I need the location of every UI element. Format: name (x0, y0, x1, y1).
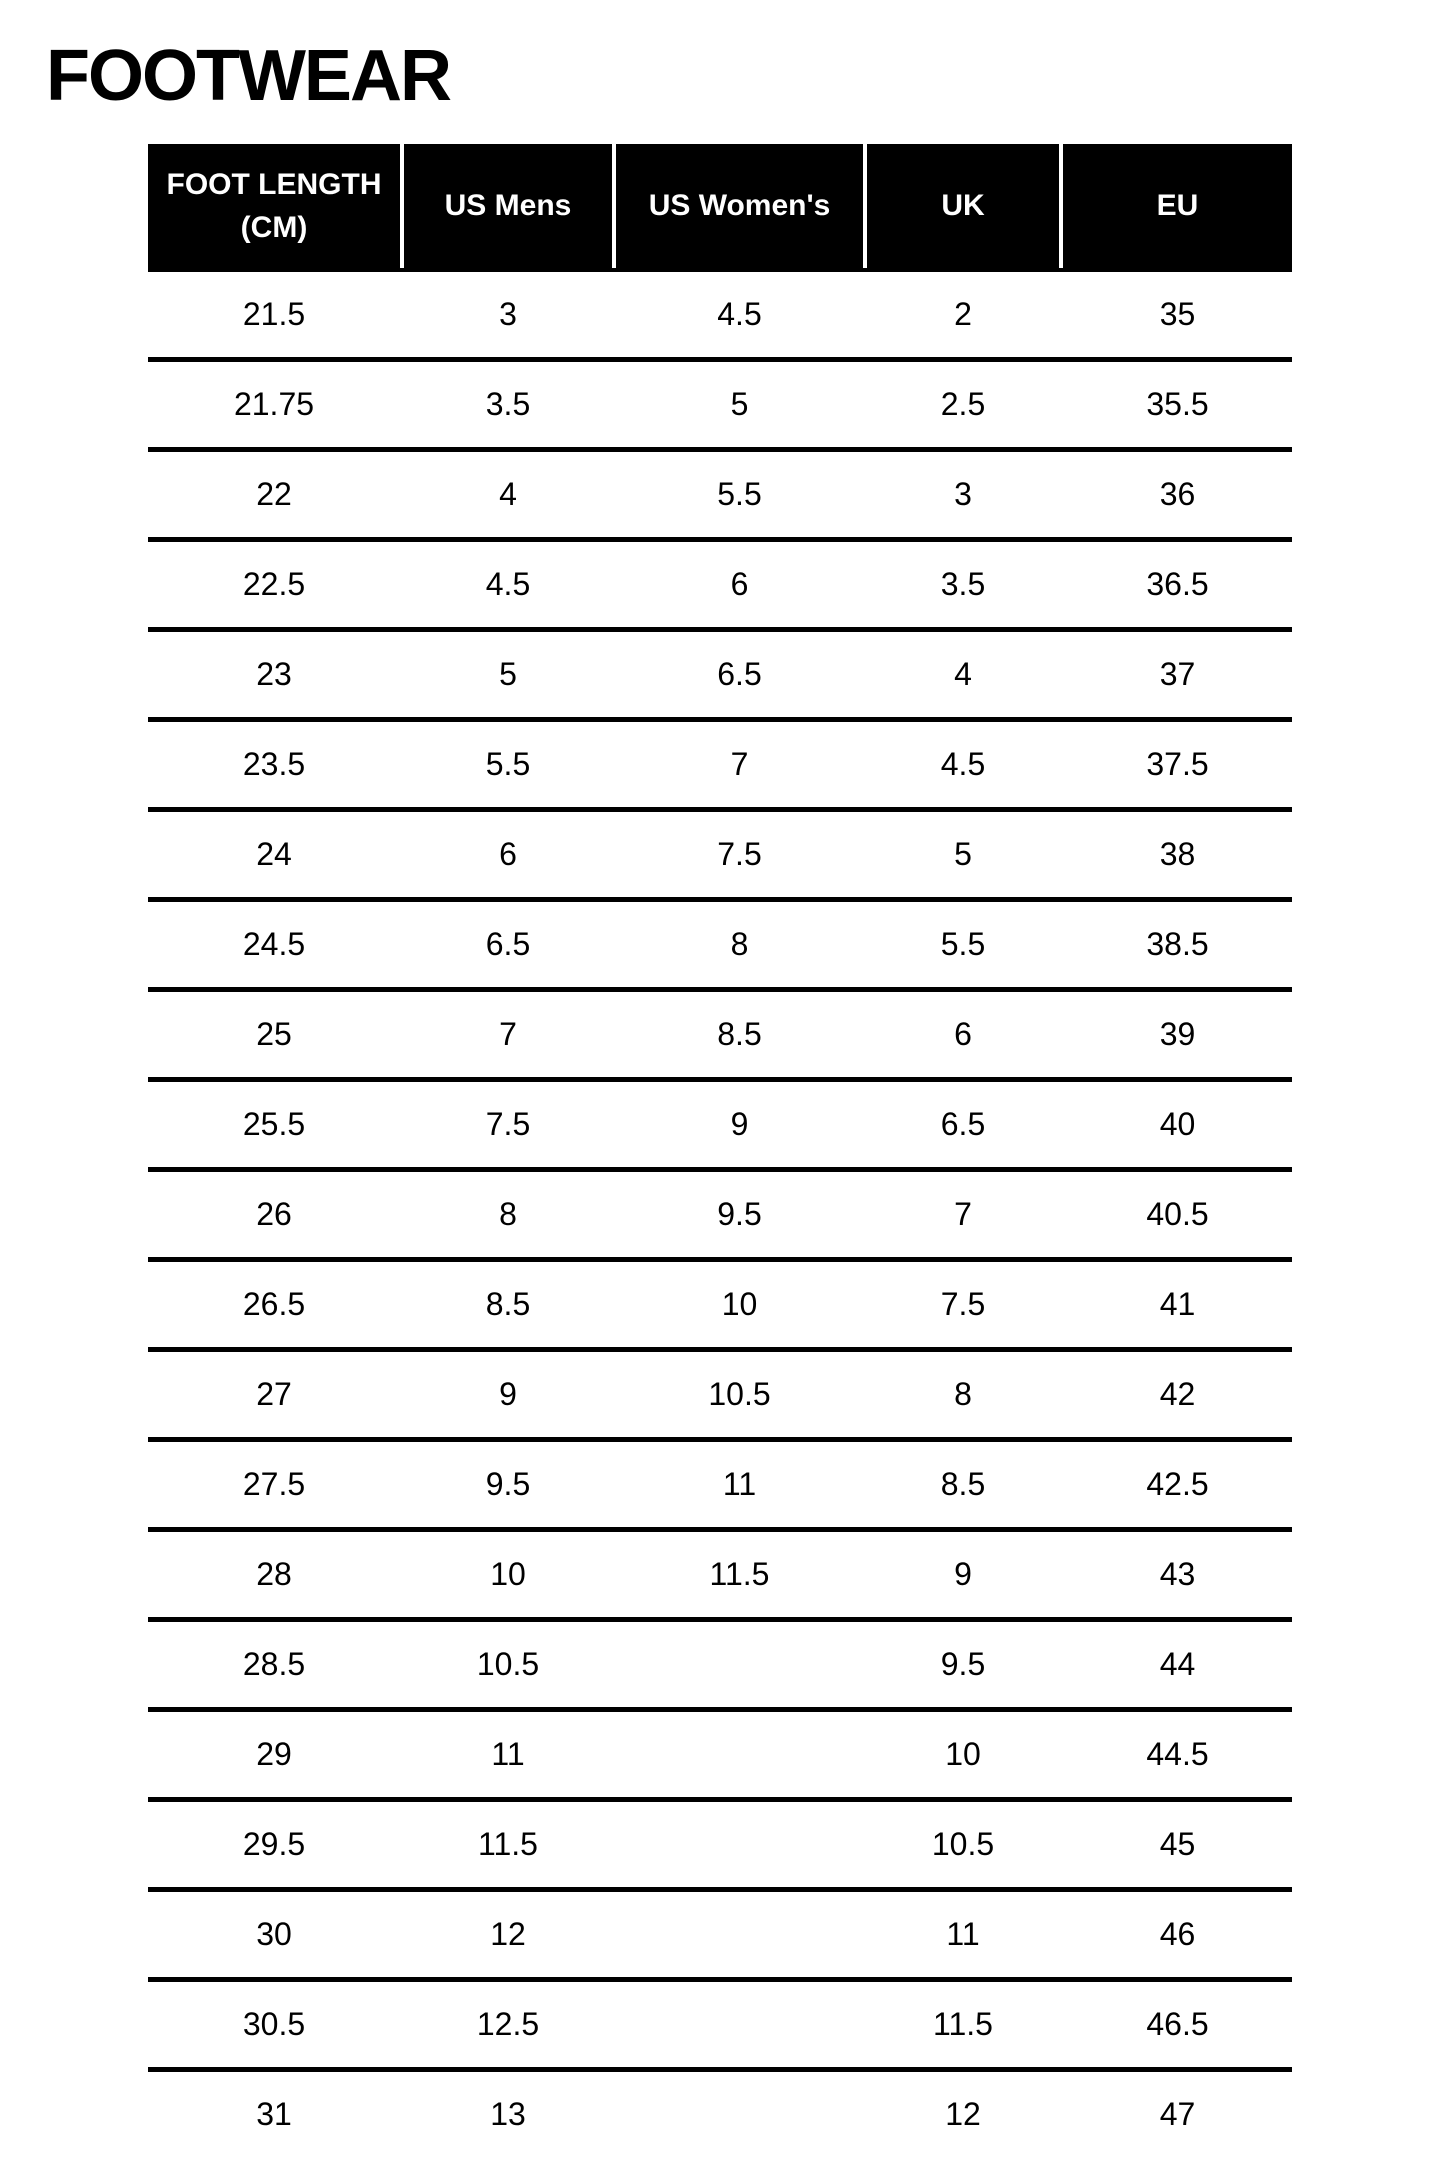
table-cell: 6.5 (485, 926, 531, 962)
table-cell: 6 (499, 836, 517, 872)
column-header-us-mens: US Mens (404, 144, 612, 268)
table-cell: 7.5 (717, 836, 762, 872)
table-cell: 30.5 (242, 2006, 306, 2042)
table-cell: 25.5 (242, 1106, 306, 1142)
table-cell: 5 (954, 836, 972, 872)
table-cell: 7.5 (485, 1106, 531, 1142)
table-cell: 8 (499, 1196, 517, 1232)
table-cell: 5.5 (717, 476, 762, 512)
table-cell: 11 (722, 1466, 757, 1502)
table-cell: 8 (954, 1376, 972, 1412)
table-cell: 11.5 (478, 1826, 538, 1862)
table-cell: 10 (721, 1286, 758, 1322)
table-cell: 11 (491, 1736, 525, 1772)
table-cell: 23 (256, 656, 292, 692)
table-cell: 8 (730, 926, 749, 962)
table-cell: 7 (954, 1196, 972, 1232)
table-row (148, 812, 1292, 902)
table-cell: 45 (1159, 1826, 1196, 1862)
table-cell: 12.5 (476, 2006, 540, 2042)
table-cell: 44.5 (1146, 1736, 1209, 1772)
table-cell: 5.5 (485, 746, 531, 782)
table-row (148, 1712, 1292, 1802)
table-cell: 8.5 (717, 1016, 762, 1052)
table-row (148, 2072, 1292, 2157)
table-row (148, 1172, 1292, 1262)
table-cell: 23.5 (242, 746, 306, 782)
size-table (148, 144, 1292, 2157)
table-row (148, 1892, 1292, 1982)
table-row (148, 362, 1292, 452)
table-cell: 36 (1159, 476, 1196, 512)
table-cell: 10.5 (476, 1646, 540, 1682)
table-cell: 4.5 (940, 746, 986, 782)
table-cell: 3.5 (485, 386, 531, 422)
table-cell: 11.5 (933, 2006, 993, 2042)
table-cell (616, 1712, 863, 1797)
table-cell: 5 (499, 656, 517, 692)
table-row (148, 1442, 1292, 1532)
table-row (148, 1262, 1292, 1352)
table-cell: 11 (946, 1916, 980, 1952)
table-cell: 8.5 (485, 1286, 531, 1322)
table-cell (616, 2072, 863, 2157)
table-row (148, 722, 1292, 812)
table-cell: 38.5 (1146, 926, 1209, 962)
table-cell: 31 (256, 2096, 292, 2132)
table-cell: 28.5 (242, 1646, 306, 1682)
table-cell: 7 (499, 1016, 517, 1052)
table-cell: 29 (256, 1736, 292, 1772)
table-cell: 27.5 (242, 1466, 306, 1502)
table-row (148, 452, 1292, 542)
table-cell: 7.5 (940, 1286, 986, 1322)
table-row (148, 1532, 1292, 1622)
table-cell: 12 (490, 1916, 526, 1952)
table-cell: 24 (256, 836, 292, 872)
table-cell: 4 (499, 476, 517, 512)
table-cell: 25 (256, 1016, 292, 1052)
table-cell: 9.5 (485, 1466, 531, 1502)
table-cell: 13 (490, 2096, 526, 2132)
column-header-us-womens: US Women's (616, 144, 863, 268)
table-cell: 9 (954, 1556, 972, 1592)
table-cell (616, 1802, 863, 1887)
table-cell: 42 (1159, 1376, 1196, 1412)
table-cell: 4 (954, 656, 972, 692)
column-header-uk: UK (867, 144, 1059, 268)
table-cell: 47 (1159, 2096, 1196, 2132)
table-row (148, 542, 1292, 632)
table-row (148, 902, 1292, 992)
table-cell: 27 (256, 1376, 292, 1412)
table-cell: 22.5 (242, 566, 306, 602)
table-cell: 40.5 (1146, 1196, 1209, 1232)
table-cell: 2 (954, 296, 972, 332)
table-cell: 5.5 (940, 926, 986, 962)
table-cell: 37 (1159, 656, 1196, 692)
table-cell: 4.5 (717, 296, 762, 332)
table-cell: 26.5 (242, 1286, 306, 1322)
table-cell: 43 (1159, 1556, 1196, 1592)
table-row (148, 992, 1292, 1082)
table-row (148, 632, 1292, 722)
table-cell: 21.75 (233, 386, 315, 422)
table-cell: 6.5 (940, 1106, 986, 1142)
table-cell: 2.5 (940, 386, 986, 422)
table-cell: 29.5 (242, 1826, 306, 1862)
table-cell: 9 (730, 1106, 749, 1142)
table-row (148, 1622, 1292, 1712)
table-cell (616, 1622, 863, 1707)
table-cell: 36.5 (1146, 566, 1209, 602)
table-cell (616, 1982, 863, 2067)
table-cell: 7 (730, 746, 749, 782)
table-cell: 41 (1159, 1286, 1196, 1322)
table-cell: 9.5 (717, 1196, 762, 1232)
table-cell: 6 (730, 566, 749, 602)
table-cell: 21.5 (242, 296, 306, 332)
table-cell: 10.5 (708, 1376, 771, 1412)
table-cell: 4.5 (485, 566, 531, 602)
table-cell: 26 (256, 1196, 292, 1232)
table-cell: 38 (1159, 836, 1196, 872)
table-cell: 46.5 (1146, 2006, 1209, 2042)
table-cell: 6.5 (717, 656, 762, 692)
table-row (148, 1802, 1292, 1892)
table-cell: 42.5 (1146, 1466, 1209, 1502)
table-cell: 10 (945, 1736, 981, 1772)
table-cell: 11.5 (709, 1556, 770, 1592)
column-header-eu: EU (1063, 144, 1292, 268)
table-cell: 37.5 (1146, 746, 1209, 782)
table-cell: 24.5 (242, 926, 306, 962)
table-cell: 9 (499, 1376, 517, 1412)
page-title: FOOTWEAR (46, 36, 450, 116)
table-row (148, 1352, 1292, 1442)
table-row (148, 1082, 1292, 1172)
table-cell: 46 (1159, 1916, 1196, 1952)
table-cell: 28 (256, 1556, 292, 1592)
table-body (148, 272, 1292, 2157)
table-cell: 44 (1159, 1646, 1196, 1682)
table-cell (616, 1892, 863, 1977)
column-header-foot-length-cm: FOOT LENGTH (CM) (148, 144, 400, 268)
table-cell: 10.5 (931, 1826, 995, 1862)
table-cell: 3 (499, 296, 517, 332)
table-cell: 12 (945, 2096, 981, 2132)
table-cell: 3 (954, 476, 972, 512)
table-cell: 39 (1159, 1016, 1196, 1052)
table-row (148, 1982, 1292, 2072)
table-cell: 3.5 (940, 566, 986, 602)
table-cell: 8.5 (940, 1466, 986, 1502)
table-cell: 10 (490, 1556, 526, 1592)
table-header-row (148, 144, 1292, 272)
table-cell: 35 (1159, 296, 1196, 332)
table-cell: 35.5 (1146, 386, 1209, 422)
table-cell: 30 (256, 1916, 292, 1952)
table-cell: 5 (730, 386, 749, 422)
table-cell: 9.5 (940, 1646, 986, 1682)
table-cell: 6 (954, 1016, 972, 1052)
table-row (148, 272, 1292, 362)
table-cell: 22 (256, 476, 292, 512)
table-cell: 40 (1159, 1106, 1196, 1142)
